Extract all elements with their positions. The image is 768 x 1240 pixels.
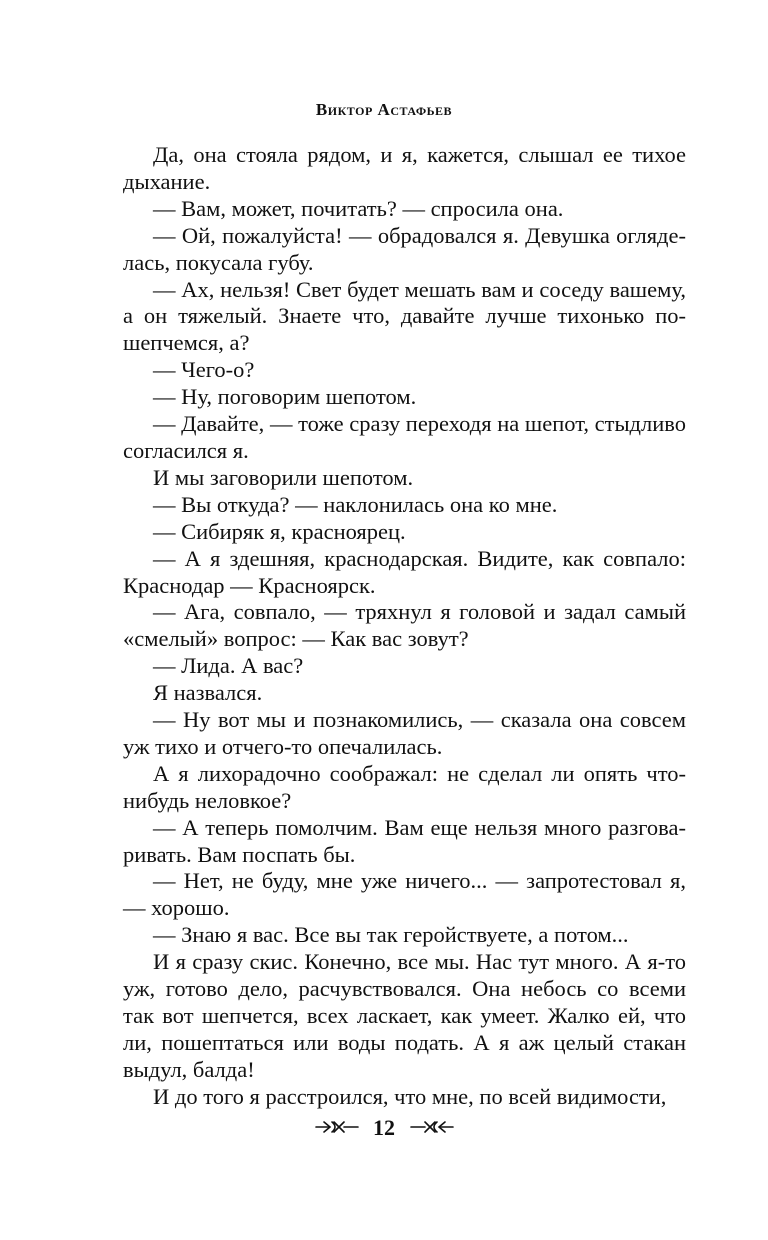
paragraph: — Вам, может, почитать? — спросила она. — [153, 195, 564, 221]
paragraph: И до того я расстроился, что мне, по всей видимости, — [153, 1083, 667, 1109]
paragraph: И мы заговорили шепотом. — [153, 464, 414, 490]
paragraph: — Ах, нельзя! Свет будет мешать вам и соседу вашему, а он тяжелый. Знаете что, давайте лучше тихонько пошепчемся, а? — [123, 276, 686, 356]
page-number: 12 — [373, 1114, 395, 1140]
paragraph: — А теперь помолчим. Вам еще нельзя много разговаривать. Вам поспать бы. — [123, 814, 686, 867]
paragraph: — Ой, пожалуйста! — обрадовался я. Девушка огляделась, покусала губу. — [123, 222, 686, 275]
paragraph: — Нет, не буду, мне уже ничего... — запротестовал я, — хорошо. — [123, 868, 686, 921]
paragraph: Да, она стояла рядом, и я, кажется, слышал ее тихое дыхание. — [123, 142, 686, 194]
running-head: Виктор Астафьев — [315, 100, 453, 119]
ornament-left-icon — [314, 1115, 360, 1141]
paragraph: — Знаю я вас. Все вы так геройствуете, а потом... — [153, 922, 629, 948]
paragraph: — Ну вот мы и познакомились, — сказала она совсем уж тихо и отчего-то опечалилась. — [123, 707, 686, 759]
paragraph: — Сибиряк я, красноярец. — [153, 518, 406, 544]
paragraph: — А я здешняя, краснодарская. Видите, как совпало: Краснодар — Красноярск. — [123, 545, 686, 598]
ornament-right-icon — [409, 1115, 455, 1141]
paragraph: — Давайте, — тоже сразу переходя на шепот, стыдливо согласился я. — [123, 411, 686, 463]
paragraph: Я назвался. — [153, 680, 263, 706]
body-text — [123, 142, 686, 1111]
paragraph: А я лихорадочно соображал: не сделал ли опять что-нибудь неловкое? — [123, 760, 686, 813]
paragraph: — Чего-о? — [153, 357, 255, 383]
paragraph: И я сразу скис. Конечно, все мы. Нас тут много. А я-то уж, готово дело, расчувствовался. Она небось со всеми так вот шепчется, всех ласкает, как умеет. Жалко ей, что ли, пошептаться или воды подать. А я аж целый стакан выдул, балда! — [123, 949, 686, 1082]
paragraph: — Вы откуда? — наклонилась она ко мне. — [153, 491, 558, 517]
paragraph: — Лида. А вас? — [153, 653, 304, 679]
page-footer — [0, 1113, 768, 1141]
paragraph: — Ну, поговорим шепотом. — [153, 384, 417, 410]
paragraph: — Ага, совпало, — тряхнул я головой и задал самый «смелый» вопрос: — Как вас зовут? — [123, 599, 686, 652]
